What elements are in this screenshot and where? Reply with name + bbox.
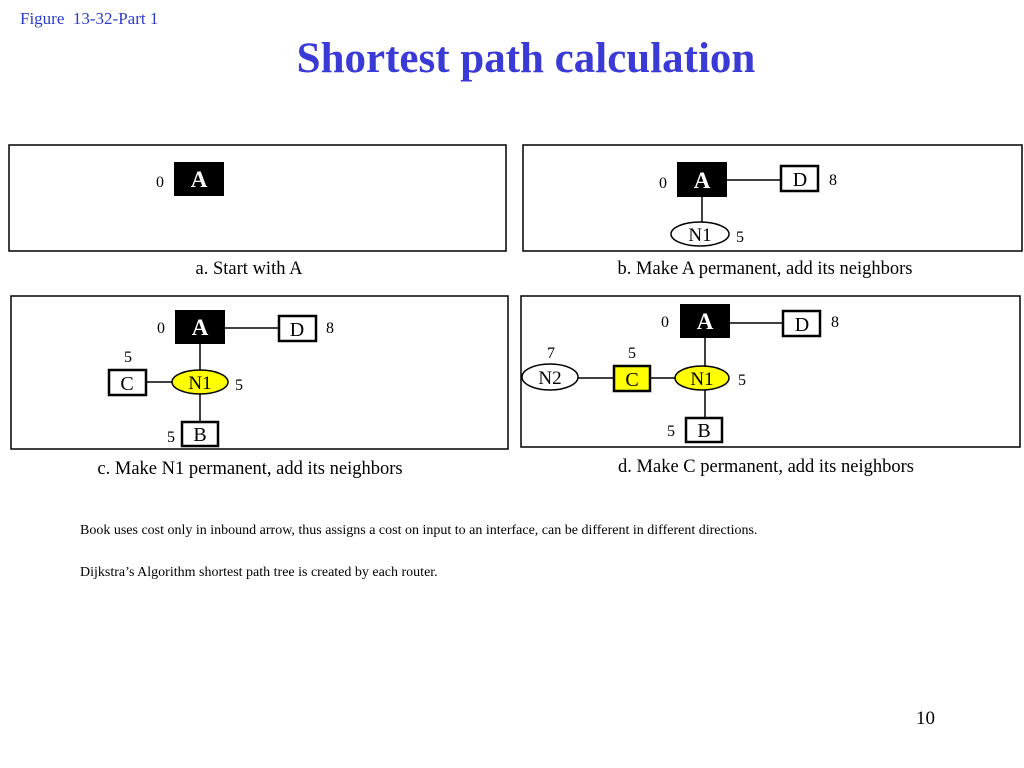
panel-c-cost-d: 8 [326, 320, 334, 337]
panel-d-cost-c: 5 [628, 345, 636, 362]
panel-d-node-n2-label: N2 [538, 368, 562, 389]
panel-a-frame [9, 145, 506, 251]
panel-b-frame [523, 145, 1022, 251]
panel-a-caption: a. Start with A [195, 259, 303, 279]
panel-d-node-a-label: A [696, 309, 714, 334]
panel-c-node-a-label: A [191, 315, 209, 340]
panel-c-node-d-label: D [289, 319, 305, 341]
panel-d [521, 296, 1020, 477]
panel-d-cost-n2: 7 [547, 345, 555, 362]
panel-c-frame [11, 296, 508, 449]
panel-a [9, 145, 506, 279]
panel-b-cost-a: 0 [659, 175, 667, 192]
panel-b-cost-d: 8 [829, 172, 837, 189]
panel-b-node-a-label: A [693, 168, 711, 193]
panel-d-node-n1-label: N1 [690, 369, 714, 390]
panel-c-node-c-label: C [120, 373, 134, 395]
panel-d-node-d-label: D [794, 314, 810, 336]
panel-b-node-n1-label: N1 [688, 225, 712, 246]
page-number: 10 [916, 708, 935, 729]
figure-label: Figure 13-32-Part 1 [20, 9, 159, 28]
panel-b-node-d-label: D [792, 169, 808, 191]
panel-c-cost-b: 5 [167, 429, 175, 446]
panel-d-cost-n1: 5 [738, 372, 746, 389]
panel-c-cost-a: 0 [157, 320, 165, 337]
panel-d-node-c-label: C [625, 369, 639, 391]
panel-b-caption: b. Make A permanent, add its neighbors [617, 259, 913, 279]
panel-d-cost-d: 8 [831, 314, 839, 331]
panel-c-caption: c. Make N1 permanent, add its neighbors [97, 459, 403, 479]
panel-c-node-n1-label: N1 [188, 373, 212, 394]
panel-b-cost-n1: 5 [736, 229, 744, 246]
panel-a-cost-a: 0 [156, 174, 164, 191]
panel-d-caption: d. Make C permanent, add its neighbors [618, 457, 914, 477]
note-inbound-cost: Book uses cost only in inbound arrow, thus assigns a cost on input to an interface, can be different in different directions. [80, 523, 758, 538]
panel-c-node-b-label: B [193, 424, 207, 446]
panel-d-cost-b: 5 [667, 423, 675, 440]
panel-b [523, 145, 1022, 279]
panel-d-cost-a: 0 [661, 314, 669, 331]
panel-d-frame [521, 296, 1020, 447]
note-dijkstra: Dijkstra’s Algorithm shortest path tree is created by each router. [80, 565, 438, 580]
panel-d-node-b-label: B [697, 420, 711, 442]
panel-c-cost-c: 5 [124, 349, 132, 366]
slide-title: Shortest path calculation [296, 35, 756, 82]
panel-c-cost-n1: 5 [235, 377, 243, 394]
panel-c [11, 296, 508, 479]
panel-a-node-a-label: A [190, 167, 208, 192]
